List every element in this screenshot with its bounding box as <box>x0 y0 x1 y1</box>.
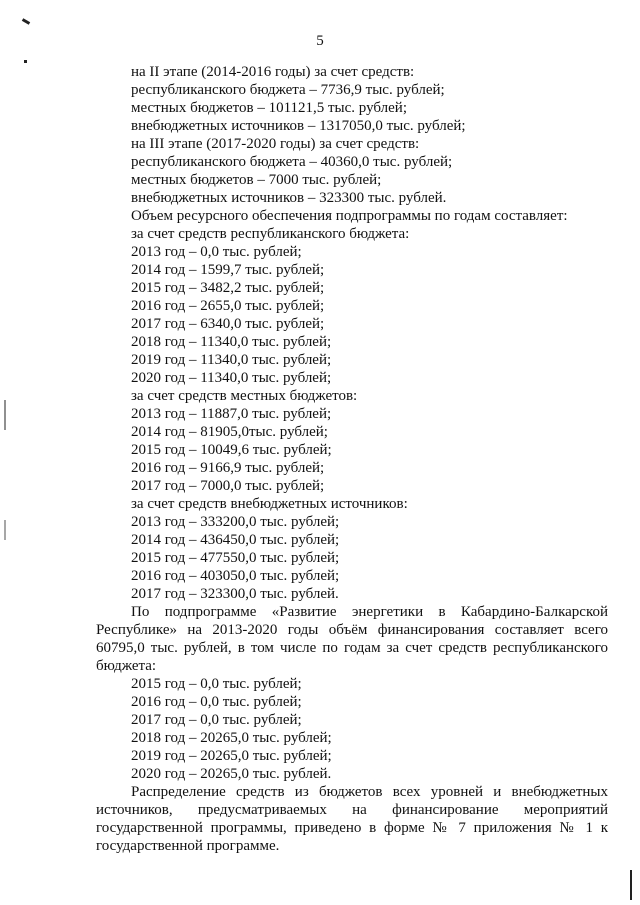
text-line: 2016 год – 403050,0 тыс. рублей; <box>131 568 340 584</box>
text-line: 2015 год – 3482,2 тыс. рублей; <box>131 280 325 296</box>
text-line: 2014 год – 1599,7 тыс. рублей; <box>131 262 325 278</box>
text-line: 2015 год – 10049,6 тыс. рублей; <box>131 442 332 458</box>
text-line: 2017 год – 323300,0 тыс. рублей. <box>131 586 339 602</box>
paragraph-line: государственной программы, приведено в форме № 7 приложения № 1 к <box>96 820 608 836</box>
text-line: 2015 год – 477550,0 тыс. рублей; <box>131 550 340 566</box>
text-line: 2016 год – 2655,0 тыс. рублей; <box>131 298 325 314</box>
text-line: за счет средств местных бюджетов: <box>131 388 358 404</box>
text-line: 2014 год – 81905,0тыс. рублей; <box>131 424 328 440</box>
text-line: на II этапе (2014-2016 годы) за счет средств: <box>131 64 415 80</box>
text-line: 2013 год – 11887,0 тыс. рублей; <box>131 406 332 422</box>
paragraph-line: Республике» на 2013-2020 годы объём финансирования составляет всего <box>96 622 608 638</box>
text-line: Объем ресурсного обеспечения подпрограммы по годам составляет: <box>131 208 568 224</box>
text-line: 2014 год – 436450,0 тыс. рублей; <box>131 532 340 548</box>
text-line: внебюджетных источников – 323300 тыс. рублей. <box>131 190 447 206</box>
binding-mark <box>4 400 6 430</box>
text-line: 2013 год – 333200,0 тыс. рублей; <box>131 514 340 530</box>
text-line: внебюджетных источников – 1317050,0 тыс. рублей; <box>131 118 466 134</box>
paragraph-line: 60795,0 тыс. рублей, в том числе по годам за счет средств республиканского <box>96 640 608 656</box>
text-line: 2019 год – 20265,0 тыс. рублей; <box>131 748 332 764</box>
text-line: 2016 год – 0,0 тыс. рублей; <box>131 694 302 710</box>
scan-mark <box>22 18 30 25</box>
text-line: местных бюджетов – 7000 тыс. рублей; <box>131 172 382 188</box>
text-line: 2016 год – 9166,9 тыс. рублей; <box>131 460 325 476</box>
text-line: 2015 год – 0,0 тыс. рублей; <box>131 676 302 692</box>
text-line: 2019 год – 11340,0 тыс. рублей; <box>131 352 332 368</box>
edge-mark <box>630 870 632 900</box>
scan-mark <box>24 60 27 63</box>
text-line: 2013 год – 0,0 тыс. рублей; <box>131 244 302 260</box>
paragraph-line: источников, предусматриваемых на финансирование мероприятий <box>96 802 608 818</box>
paragraph-line: По подпрограмме «Развитие энергетики в Кабардино-Балкарской <box>131 604 608 620</box>
text-line: 2017 год – 7000,0 тыс. рублей; <box>131 478 325 494</box>
paragraph-line: бюджета: <box>96 658 157 674</box>
paragraph-line: Распределение средств из бюджетов всех уровней и внебюджетных <box>131 784 608 800</box>
text-line: 2017 год – 6340,0 тыс. рублей; <box>131 316 325 332</box>
text-line: 2020 год – 20265,0 тыс. рублей. <box>131 766 332 782</box>
text-line: 2017 год – 0,0 тыс. рублей; <box>131 712 302 728</box>
text-line: за счет средств внебюджетных источников: <box>131 496 408 512</box>
text-line: 2018 год – 11340,0 тыс. рублей; <box>131 334 332 350</box>
text-line: республиканского бюджета – 40360,0 тыс. рублей; <box>131 154 453 170</box>
text-line: на III этапе (2017-2020 годы) за счет средств: <box>131 136 420 152</box>
paragraph-line: государственной программе. <box>96 838 280 854</box>
text-line: республиканского бюджета – 7736,9 тыс. рублей; <box>131 82 445 98</box>
text-line: 2020 год – 11340,0 тыс. рублей; <box>131 370 332 386</box>
binding-mark <box>4 520 6 540</box>
text-line: местных бюджетов – 101121,5 тыс. рублей; <box>131 100 407 116</box>
text-line: 2018 год – 20265,0 тыс. рублей; <box>131 730 332 746</box>
text-line: за счет средств республиканского бюджета: <box>131 226 410 242</box>
page-number: 5 <box>316 33 324 49</box>
